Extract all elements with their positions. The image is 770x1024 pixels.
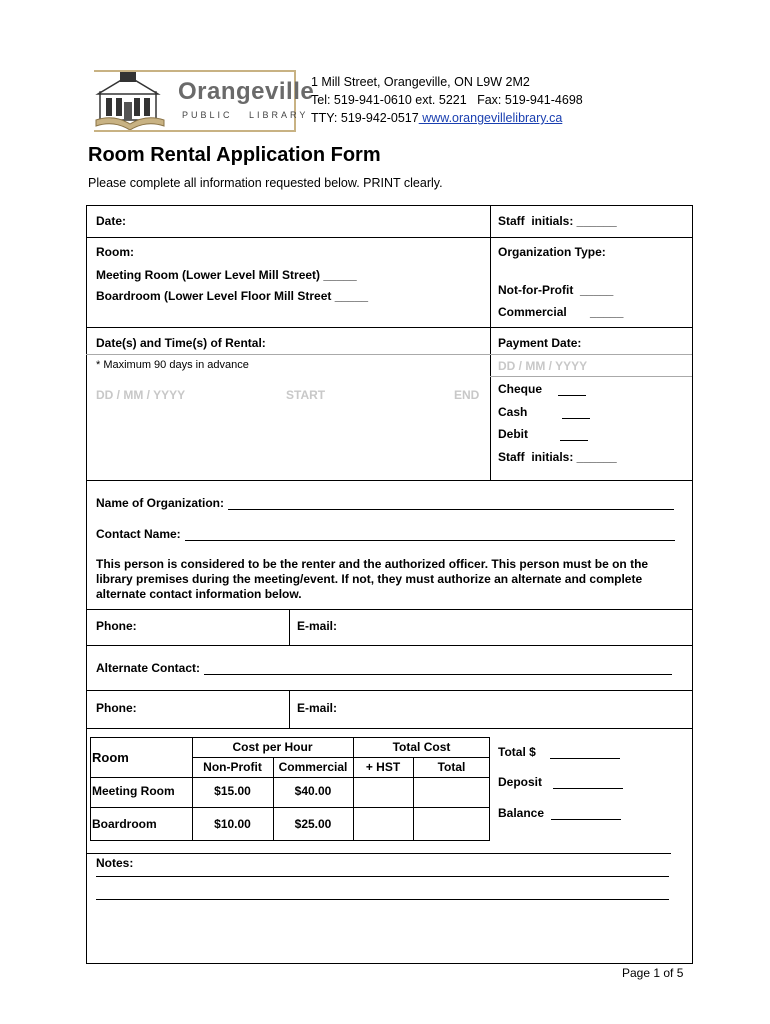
logo-name: Orangeville bbox=[178, 78, 315, 105]
table-row: Meeting Room bbox=[92, 784, 175, 798]
table-row: Boardroom bbox=[92, 817, 157, 831]
table-cell: $10.00 bbox=[214, 817, 251, 831]
table-cell: $40.00 bbox=[294, 784, 332, 798]
hst-header: + HST bbox=[365, 760, 401, 774]
commercial-option[interactable]: Commercial _____ bbox=[498, 305, 624, 319]
total-field[interactable]: Total $ bbox=[498, 745, 620, 759]
meeting-room-option[interactable]: Meeting Room (Lower Level Mill Street) _____ bbox=[96, 268, 357, 282]
alt-email-label: E-mail: bbox=[297, 701, 338, 715]
org-type-label: Organization Type: bbox=[498, 245, 606, 259]
address: 1 Mill Street, Orangeville, ON L9W 2M2 bbox=[311, 75, 530, 89]
form-instructions: Please complete all information requested below. PRINT clearly. bbox=[88, 176, 443, 190]
rates-table bbox=[90, 737, 490, 841]
max-days-note: * Maximum 90 days in advance bbox=[96, 359, 249, 371]
end-time-field[interactable]: END bbox=[454, 388, 480, 402]
page-title: Room Rental Application Form bbox=[88, 144, 381, 166]
table-cell: $25.00 bbox=[294, 817, 332, 831]
website-link[interactable]: www.orangevillelibrary.ca bbox=[418, 111, 563, 125]
contact-name-label: Contact Name: bbox=[96, 527, 181, 541]
org-name-label: Name of Organization: bbox=[96, 496, 225, 510]
org-name-field[interactable] bbox=[228, 509, 674, 510]
alt-contact-row bbox=[96, 661, 672, 675]
contact-name-row bbox=[96, 527, 675, 541]
table-cell: $15.00 bbox=[214, 784, 251, 798]
phone-label: Phone: bbox=[96, 619, 137, 633]
date-label: Date: bbox=[96, 214, 127, 228]
notes-line[interactable] bbox=[96, 899, 669, 900]
debit-option[interactable]: Debit bbox=[498, 427, 588, 441]
renter-note: This person is considered to be the renter and the authorized officer. This person must be on the library premises during the meeting/event. If not, they must authorize an alternate and complete alternate contact information below. bbox=[96, 557, 649, 601]
tty-line bbox=[311, 109, 583, 127]
contact-name-field[interactable] bbox=[185, 540, 675, 541]
org-name-row bbox=[96, 496, 674, 510]
total-cost-header: Total Cost bbox=[392, 740, 451, 754]
staff-initials-payment[interactable]: Staff initials: ______ bbox=[498, 450, 617, 464]
total-header: Total bbox=[437, 760, 466, 774]
cheque-option[interactable]: Cheque bbox=[498, 382, 586, 396]
alt-contact-label: Alternate Contact: bbox=[96, 661, 201, 675]
logo-subtitle: PUBLIC LIBRARY bbox=[182, 110, 309, 120]
payment-date-label: Payment Date: bbox=[498, 336, 582, 350]
staff-initials-top[interactable]: Staff initials: ______ bbox=[498, 214, 617, 228]
notes-label: Notes: bbox=[96, 856, 134, 870]
tty: TTY: 519-942-0517 bbox=[311, 111, 419, 125]
email-label: E-mail: bbox=[297, 619, 338, 633]
telephone: Tel: 519-941-0610 ext. 5221 Fax: 519-941-4698 bbox=[311, 93, 583, 107]
library-logo bbox=[94, 70, 315, 132]
commercial-header: Commercial bbox=[278, 760, 348, 774]
balance-field[interactable]: Balance bbox=[498, 806, 621, 820]
alt-contact-field[interactable] bbox=[204, 674, 672, 675]
contact-block bbox=[311, 73, 583, 127]
rates-room-header: Room bbox=[92, 750, 129, 765]
not-for-profit-option[interactable]: Not-for-Profit _____ bbox=[498, 283, 614, 297]
cost-per-hour-header: Cost per Hour bbox=[232, 740, 313, 754]
alt-phone-label: Phone: bbox=[96, 701, 137, 715]
deposit-field[interactable]: Deposit bbox=[498, 775, 623, 789]
page-number: Page 1 of 5 bbox=[622, 966, 684, 980]
notes-line[interactable] bbox=[96, 876, 669, 877]
library-building-icon bbox=[94, 72, 174, 130]
room-label: Room: bbox=[96, 245, 134, 259]
nonprofit-header: Non-Profit bbox=[203, 760, 262, 774]
dates-times-label: Date(s) and Time(s) of Rental: bbox=[96, 336, 266, 350]
payment-date-field[interactable]: DD / MM / YYYY bbox=[498, 359, 588, 373]
boardroom-option[interactable]: Boardroom (Lower Level Floor Mill Street _____ bbox=[96, 289, 369, 303]
start-time-field[interactable]: START bbox=[286, 388, 326, 402]
rental-date-field[interactable]: DD / MM / YYYY bbox=[96, 388, 186, 402]
cash-option[interactable]: Cash bbox=[498, 405, 590, 419]
